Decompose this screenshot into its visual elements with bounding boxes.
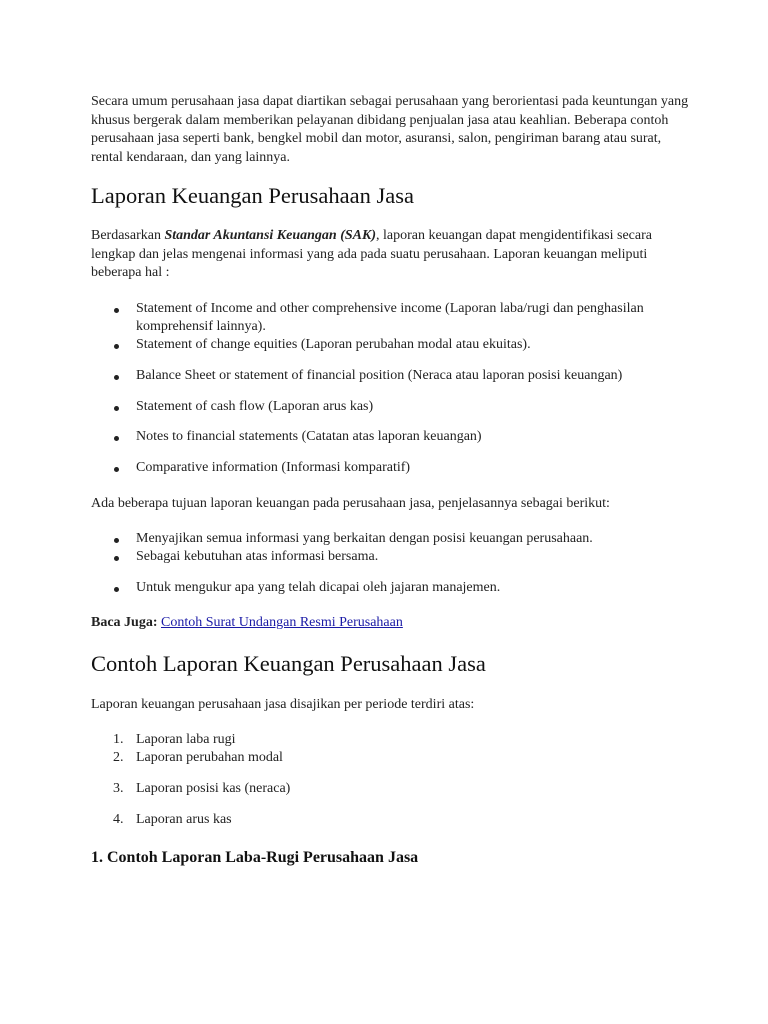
list-item	[91, 749, 691, 780]
list-item-text: Notes to financial statements (Catatan atas laporan keuangan)	[136, 429, 482, 444]
bullet-icon	[114, 344, 119, 349]
list-item-text: Statement of cash flow (Laporan arus kas)	[136, 399, 374, 414]
section2-intro: Laporan keuangan perusahaan jasa disajikan per periode terdiri atas:	[91, 697, 475, 712]
read-also	[91, 614, 691, 633]
list-item	[91, 579, 691, 597]
list-item	[91, 780, 691, 811]
list-item-text: Laporan laba rugi	[136, 732, 236, 747]
list-item-text: Sebagai kebutuhan atas informasi bersama.	[136, 549, 379, 564]
list-item-text: Statement of change equities (Laporan perubahan modal atau ekuitas).	[136, 337, 531, 352]
sak-paragraph	[91, 227, 691, 283]
list-item-text: Laporan posisi kas (neraca)	[136, 781, 291, 796]
list-item-text: Laporan perubahan modal	[136, 750, 283, 765]
bullet-icon	[114, 406, 119, 411]
bullet-icon	[114, 375, 119, 380]
purpose-intro: Ada beberapa tujuan laporan keuangan pada perusahaan jasa, penjelasannya sebagai berikut:	[91, 496, 610, 511]
list-item-text: Balance Sheet or statement of financial position (Neraca atau laporan posisi keuangan)	[136, 368, 623, 383]
list-number: 3.	[113, 781, 124, 796]
list-item	[91, 530, 691, 548]
intro-paragraph: Secara umum perusahaan jasa dapat diartikan sebagai perusahaan yang berorientasi pada keuntungan yang khusus bergerak dalam memberikan pelayanan dibidang penjualan jasa atau keahlian. Beberapa contoh perusahaan jasa seperti bank, bengkel mobil dan motor, asuransi, salon, pengiriman barang atau surat, rental kendaraan, dan yang lainnya.	[91, 94, 689, 165]
list-item	[91, 300, 691, 336]
bullet-icon	[114, 467, 119, 472]
section-heading-contoh-laporan: Contoh Laporan Keuangan Perusahaan Jasa	[91, 651, 486, 676]
list-item	[91, 367, 691, 398]
list-item-text: Untuk mengukur apa yang telah dicapai oleh jajaran manajemen.	[136, 580, 501, 595]
list-item	[91, 548, 691, 579]
list-number: 4.	[113, 812, 124, 827]
purpose-list	[91, 530, 691, 597]
list-item-text: Menyajikan semua informasi yang berkaitan dengan posisi keuangan perusahaan.	[136, 531, 593, 546]
sak-paragraph-prefix: Berdasarkan	[91, 228, 165, 243]
bullet-icon	[114, 308, 119, 313]
list-item-text: Comparative information (Informasi komparatif)	[136, 460, 411, 475]
bullet-icon	[114, 538, 119, 543]
bullet-icon	[114, 587, 119, 592]
bullet-icon	[114, 556, 119, 561]
bullet-icon	[114, 436, 119, 441]
list-item	[91, 459, 691, 477]
subheading-laba-rugi: 1. Contoh Laporan Laba-Rugi Perusahaan Jasa	[91, 849, 419, 866]
list-item	[91, 336, 691, 367]
statement-list	[91, 300, 691, 477]
list-number: 2.	[113, 750, 124, 765]
list-item-text: Laporan arus kas	[136, 812, 232, 827]
sak-paragraph-suffix: , laporan keuangan dapat mengidentifikasi secara lengkap dan jelas mengenai informasi yang ada pada suatu perusahaan. Laporan keuangan meliputi beberapa hal :	[91, 228, 652, 280]
list-item	[91, 398, 691, 428]
list-item-text: Statement of Income and other comprehensive income (Laporan laba/rugi dan penghasilan komprehensif lainnya).	[136, 301, 644, 334]
section-heading-laporan-keuangan: Laporan Keuangan Perusahaan Jasa	[91, 183, 414, 208]
list-item	[91, 428, 691, 459]
list-item	[91, 811, 691, 829]
list-number: 1.	[113, 732, 124, 747]
report-list	[91, 731, 691, 829]
list-item	[91, 731, 691, 749]
read-also-link[interactable]: Contoh Surat Undangan Resmi Perusahaan	[161, 615, 403, 630]
read-also-label: Baca Juga:	[91, 615, 158, 630]
sak-term: Standar Akuntansi Keuangan (SAK)	[164, 228, 376, 243]
